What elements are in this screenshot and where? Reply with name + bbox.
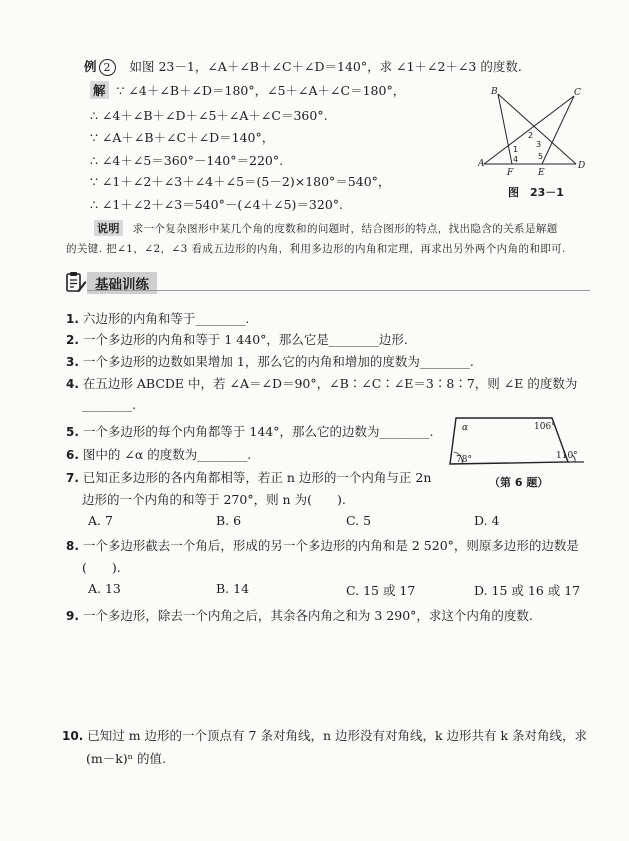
question-8 — [66, 536, 579, 554]
q2-number: 2. — [66, 333, 79, 347]
q8-text: 一个多边形截去一个角后，形成的另一个多边形的内角和是 2 520°，则原多边形的边数是 — [82, 538, 579, 553]
q6-number: 6. — [66, 448, 79, 462]
q8-option-a: A. 13 — [88, 581, 121, 596]
q7-option-a: A. 7 — [88, 513, 113, 528]
q5-number: 5. — [66, 425, 79, 439]
label-D: D — [578, 161, 586, 171]
q7-option-c: C. 5 — [346, 513, 372, 528]
angle-2: 2 — [528, 131, 534, 140]
q10-number: 10. — [62, 729, 84, 743]
angle-1: 1 — [513, 145, 519, 154]
question-7 — [66, 468, 431, 486]
question-10 — [62, 726, 587, 744]
note-line-2: 的关键. 把∠1，∠2，∠3 看成五边形的内角，利用多边形的内角和定理，再求出另外两个内角的和即可. — [66, 243, 566, 255]
solution-line-6: ∴ ∠1＋∠2＋∠3＝540°－(∠4＋∠5)＝320°. — [90, 197, 344, 212]
q9-number: 9. — [66, 609, 79, 623]
question-1 — [66, 309, 249, 327]
label-C: C — [574, 88, 581, 98]
figure-23-1-caption: 图 23－1 — [508, 186, 564, 199]
question-4-cont: ________. — [82, 397, 136, 412]
angle-3: 3 — [536, 140, 542, 149]
solution-line-2: ∴ ∠4＋∠B＋∠D＋∠5＋∠A＋∠C＝360°. — [90, 108, 328, 123]
figure-q6-caption: （第 6 题） — [489, 476, 549, 489]
section-heading — [65, 271, 590, 293]
question-5 — [66, 422, 433, 440]
q3-text: 一个多边形的边数如果增加 1，那么它的内角和增加的度数为________. — [82, 354, 474, 369]
q7-text: 已知正多边形的各内角都相等，若正 n 边形的一个内角与正 2n — [82, 470, 432, 485]
note-label: 说明 — [94, 220, 123, 236]
angle-78: 78° — [456, 455, 472, 465]
q7-number: 7. — [66, 471, 79, 485]
question-10-cont: (m－k)ⁿ 的值. — [86, 751, 167, 766]
label-F: F — [507, 168, 514, 178]
solution-line-5: ∵ ∠1＋∠2＋∠3＋∠4＋∠5＝(5－2)×180°＝540°， — [90, 174, 391, 189]
solution-line-1 — [90, 81, 405, 99]
q6-text: 图中的 ∠α 的度数为________. — [82, 447, 252, 462]
label-E: E — [538, 168, 545, 178]
angle-106: 106° — [534, 422, 556, 432]
figure-23-1 — [478, 86, 588, 198]
q3-number: 3. — [66, 355, 79, 369]
question-2 — [66, 330, 408, 348]
section-title: 基础训练 — [87, 272, 157, 294]
question-8-cont: ( ). — [82, 560, 121, 575]
solution-text: ∵ ∠4＋∠B＋∠D＝180°，∠5＋∠A＋∠C＝180°， — [116, 83, 406, 98]
q7-option-d: D. 4 — [474, 513, 500, 528]
q1-text: 六边形的内角和等于________. — [82, 311, 250, 326]
note-text: 求一个复杂图形中某几个角的度数和的问题时，结合图形的特点，找出隐含的关系是解题 — [132, 223, 558, 235]
angle-5: 5 — [538, 152, 544, 161]
example-question: 如图 23－1，∠A＋∠B＋∠C＋∠D＝140°，求 ∠1＋∠2＋∠3 的度数. — [129, 59, 522, 74]
example-header — [84, 57, 522, 76]
question-4 — [66, 374, 577, 392]
figure-q6 — [446, 412, 586, 472]
section-rule — [87, 290, 590, 291]
q5-text: 一个多边形的每个内角都等于 144°，那么它的边数为________. — [82, 424, 434, 439]
q4-number: 4. — [66, 377, 79, 391]
question-9 — [66, 606, 533, 624]
question-7-cont: 边形的一个内角的和等于 270°，则 n 为( ). — [82, 492, 346, 507]
q2-text: 一个多边形的内角和等于 1 440°，那么它是________边形. — [82, 332, 408, 347]
q8-option-b: B. 14 — [216, 581, 250, 596]
angle-110: 110° — [556, 451, 578, 461]
q1-number: 1. — [66, 312, 79, 326]
label-B: B — [491, 87, 498, 97]
solution-line-3: ∵ ∠A＋∠B＋∠C＋∠D＝140°， — [90, 130, 275, 145]
solution-label: 解 — [90, 81, 109, 99]
q8-option-c: C. 15 或 17 — [346, 583, 416, 598]
note-line-1 — [94, 220, 558, 236]
question-6 — [66, 445, 251, 463]
q8-option-d: D. 15 或 16 或 17 — [474, 583, 581, 598]
solution-line-4: ∴ ∠4＋∠5＝360°－140°＝220°. — [90, 153, 284, 168]
clipboard-pencil-icon — [65, 271, 87, 293]
q7-option-b: B. 6 — [216, 513, 242, 528]
example-badge: 例 — [84, 59, 97, 74]
q9-text: 一个多边形，除去一个内角之后，其余各内角之和为 3 290°，求这个内角的度数. — [82, 608, 533, 623]
question-3 — [66, 352, 474, 370]
angle-4: 4 — [513, 155, 519, 164]
example-number: 2 — [99, 59, 116, 76]
q8-number: 8. — [66, 539, 79, 553]
alpha-label: α — [462, 423, 469, 433]
label-A: A — [478, 159, 485, 169]
q4-text: 在五边形 ABCDE 中，若 ∠A＝∠D＝90°，∠B∶∠C∶∠E＝3∶8∶7，则 ∠E 的度数为 — [82, 376, 578, 391]
q10-text: 已知过 m 边形的一个顶点有 7 条对角线，n 边形没有对角线，k 边形共有 k 条对角线，求 — [87, 728, 588, 743]
